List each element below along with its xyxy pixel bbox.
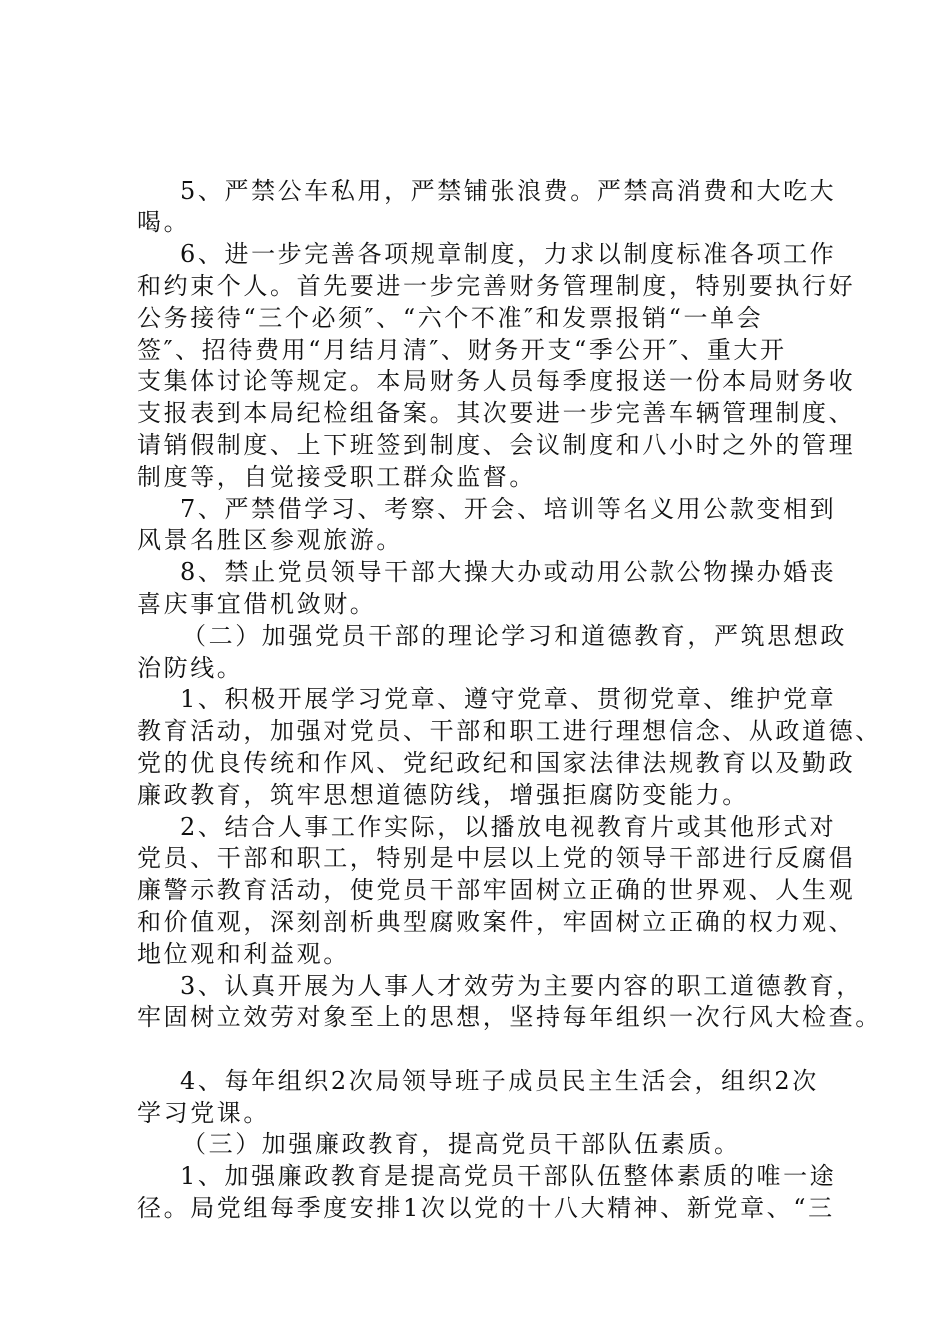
section-heading-line: （三）加强廉政教育，提高党员干部队伍素质。 (182, 1130, 741, 1158)
paragraph-line: 和约束个人。首先要进一步完善财务管理制度，特别要执行好 (137, 272, 856, 300)
paragraph-line: 地位观和利益观。 (137, 940, 350, 968)
paragraph-line: 教育活动，加强对党员、干部和职工进行理想信念、从政道德、 (137, 717, 882, 745)
paragraph-line: 公务接待“三个必须″、“六个不准″和发票报销“一单会 (137, 304, 764, 332)
paragraph-line: 廉政教育，筑牢思想道德防线，增强拒腐防变能力。 (137, 781, 749, 809)
paragraph-line: 喝。 (137, 208, 191, 236)
paragraph-line: 7、严禁借学习、考察、开会、培训等名义用公款变相到 (180, 495, 837, 523)
paragraph-line: 喜庆事宜借机敛财。 (137, 590, 377, 618)
paragraph-line: 支报表到本局纪检组备案。其次要进一步完善车辆管理制度、 (137, 399, 856, 427)
paragraph-line: 风景名胜区参观旅游。 (137, 526, 403, 554)
paragraph-line: 3、认真开展为人事人才效劳为主要内容的职工道德教育， (180, 972, 863, 1000)
paragraph-line: 和价值观，深刻剖析典型腐败案件，牢固树立正确的权力观、 (137, 908, 856, 936)
paragraph-line: 党的优良传统和作风、党纪政纪和国家法律法规教育以及勤政 (137, 749, 856, 777)
paragraph-line: 1、加强廉政教育是提高党员干部队伍整体素质的唯一途 (180, 1162, 837, 1190)
paragraph-line: 学习党课。 (137, 1099, 270, 1127)
paragraph-line: 制度等，自觉接受职工群众监督。 (137, 463, 536, 491)
paragraph-line: 4、每年组织2次局领导班子成员民主生活会，组织2次 (180, 1067, 819, 1095)
section-heading-line: 治防线。 (137, 654, 244, 682)
paragraph-line: 牢固树立效劳对象至上的思想，坚持每年组织一次行风大检查。 (137, 1003, 882, 1031)
paragraph-line: 径。局党组每季度安排1次以党的十八大精神、新党章、“三 (137, 1194, 835, 1222)
paragraph-line: 支集体讨论等规定。本局财务人员每季度报送一份本局财务收 (137, 367, 856, 395)
paragraph-line: 廉警示教育活动，使党员干部牢固树立正确的世界观、人生观 (137, 876, 856, 904)
paragraph-line: 2、结合人事工作实际，以播放电视教育片或其他形式对 (180, 813, 837, 841)
paragraph-line: 签″、招待费用“月结月清″、财务开支“季公开″、重大开 (137, 336, 787, 364)
paragraph-line: 党员、干部和职工，特别是中层以上党的领导干部进行反腐倡 (137, 844, 856, 872)
paragraph-line: 1、积极开展学习党章、遵守党章、贯彻党章、维护党章 (180, 685, 837, 713)
paragraph-line: 6、进一步完善各项规章制度，力求以制度标准各项工作 (180, 240, 837, 268)
paragraph-line: 5、严禁公车私用，严禁铺张浪费。严禁高消费和大吃大 (180, 177, 837, 205)
section-heading-line: （二）加强党员干部的理论学习和道德教育，严筑思想政 (182, 622, 847, 650)
paragraph-line: 请销假制度、上下班签到制度、会议制度和八小时之外的管理 (137, 431, 856, 459)
paragraph-line: 8、禁止党员领导干部大操大办或动用公款公物操办婚丧 (180, 558, 837, 586)
